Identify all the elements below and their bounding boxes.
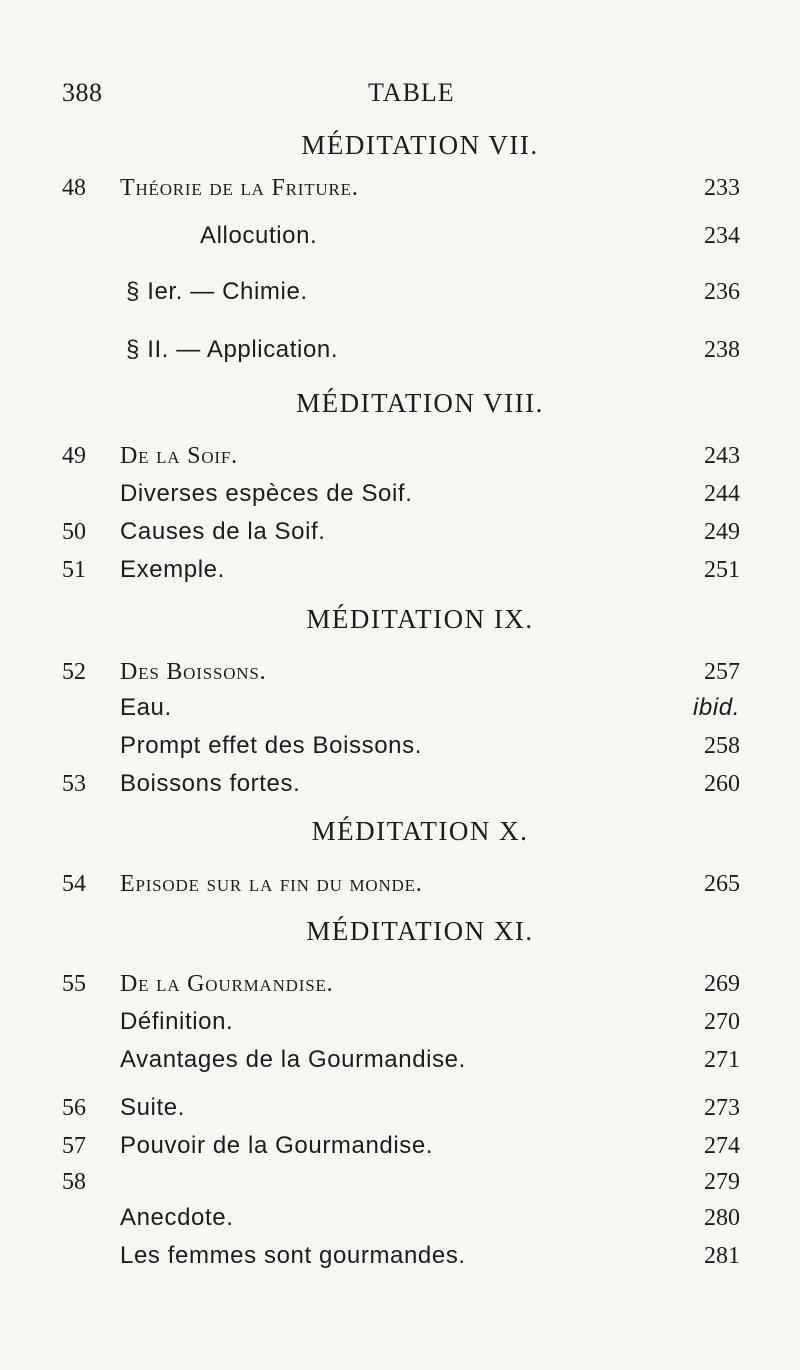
entry-title: Définition. xyxy=(120,1008,234,1035)
chapter-number: 48 xyxy=(62,175,86,201)
page-reference: 269 xyxy=(704,971,740,997)
page-number: 388 xyxy=(62,78,103,107)
toc-entry xyxy=(0,476,800,512)
chapter-number: 49 xyxy=(62,443,86,469)
page-reference: 270 xyxy=(704,1009,740,1035)
page-reference: 234 xyxy=(704,223,740,249)
entry-title: Boissons fortes. xyxy=(120,770,301,797)
toc-entry xyxy=(0,1090,800,1126)
toc-entry xyxy=(0,552,800,588)
entry-title: Exemple. xyxy=(120,556,225,583)
page-reference: 265 xyxy=(704,871,740,897)
chapter-number: 55 xyxy=(62,971,86,997)
meditation-title: MÉDITATION VII. xyxy=(301,130,539,160)
page-reference: 249 xyxy=(704,519,740,545)
chapter-number: 52 xyxy=(62,659,86,685)
page-reference: 243 xyxy=(704,443,740,469)
entry-title: De la Gourmandise. xyxy=(120,971,334,997)
toc-entry xyxy=(0,728,800,764)
page-reference: 260 xyxy=(704,771,740,797)
toc-entry xyxy=(0,766,800,802)
chapter-number: 57 xyxy=(62,1133,86,1159)
entry-title: Les femmes sont gourmandes. xyxy=(120,1242,466,1269)
entry-title: Pouvoir de la Gourmandise. xyxy=(120,1132,434,1159)
chapter-number: 58 xyxy=(62,1169,86,1195)
entry-title: Causes de la Soif. xyxy=(120,518,326,545)
chapter-number: 53 xyxy=(62,771,86,797)
chapter-number: 51 xyxy=(62,557,86,583)
toc-entry xyxy=(0,966,800,1002)
toc-entry xyxy=(0,1164,800,1200)
toc-entry xyxy=(0,514,800,550)
entry-title: Des Boissons. xyxy=(120,659,267,685)
toc-entry xyxy=(0,1004,800,1040)
page-reference: 257 xyxy=(704,659,740,685)
entry-title: Allocution. xyxy=(200,222,318,249)
toc-entry xyxy=(0,654,800,690)
toc-entry xyxy=(0,218,800,254)
chapter-number: 54 xyxy=(62,871,86,897)
meditation-title: MÉDITATION XI. xyxy=(306,916,534,946)
page-reference: 271 xyxy=(704,1047,740,1073)
page-reference: 238 xyxy=(704,337,740,363)
toc-entry xyxy=(0,170,800,206)
toc-entry xyxy=(0,1238,800,1274)
page-reference: ibid. xyxy=(692,694,740,721)
chapter-number: 56 xyxy=(62,1095,86,1121)
page-reference: 274 xyxy=(704,1133,740,1159)
meditation-title: MÉDITATION IX. xyxy=(306,604,534,634)
entry-title: § II. — Application. xyxy=(126,336,339,363)
toc-entry xyxy=(0,866,800,902)
entry-title: Anecdote. xyxy=(120,1204,234,1231)
page-reference: 273 xyxy=(704,1095,740,1121)
page-reference: 279 xyxy=(704,1169,740,1195)
page-reference: 258 xyxy=(704,733,740,759)
entry-title: Eau. xyxy=(120,694,172,721)
meditation-title: MÉDITATION X. xyxy=(311,816,529,846)
meditation-title: MÉDITATION VIII. xyxy=(296,388,544,418)
toc-entry xyxy=(0,1042,800,1078)
page-header xyxy=(0,78,800,118)
entry-title: Théorie de la Friture. xyxy=(120,175,359,201)
page-reference: 280 xyxy=(704,1205,740,1231)
toc-entry xyxy=(0,690,800,726)
page-reference: 281 xyxy=(704,1243,740,1269)
entry-title: Avantages de la Gourmandise. xyxy=(120,1046,466,1073)
entry-title: Diverses espèces de Soif. xyxy=(120,480,413,507)
entry-title: § Ier. — Chimie. xyxy=(126,278,308,305)
page-reference: 233 xyxy=(704,175,740,201)
toc-entry xyxy=(0,332,800,368)
page-reference: 251 xyxy=(704,557,740,583)
entry-title: Episode sur la fin du monde. xyxy=(120,871,423,897)
page-reference: 236 xyxy=(704,279,740,305)
toc-entry xyxy=(0,274,800,310)
page-reference: 244 xyxy=(704,481,740,507)
toc-entry xyxy=(0,1200,800,1236)
chapter-number: 50 xyxy=(62,519,86,545)
toc-entry xyxy=(0,1128,800,1164)
entry-title: Prompt effet des Boissons. xyxy=(120,732,422,759)
running-title: TABLE xyxy=(368,78,455,107)
entry-title: De la Soif. xyxy=(120,443,238,469)
entry-title: Suite. xyxy=(120,1094,185,1121)
toc-entry xyxy=(0,438,800,474)
